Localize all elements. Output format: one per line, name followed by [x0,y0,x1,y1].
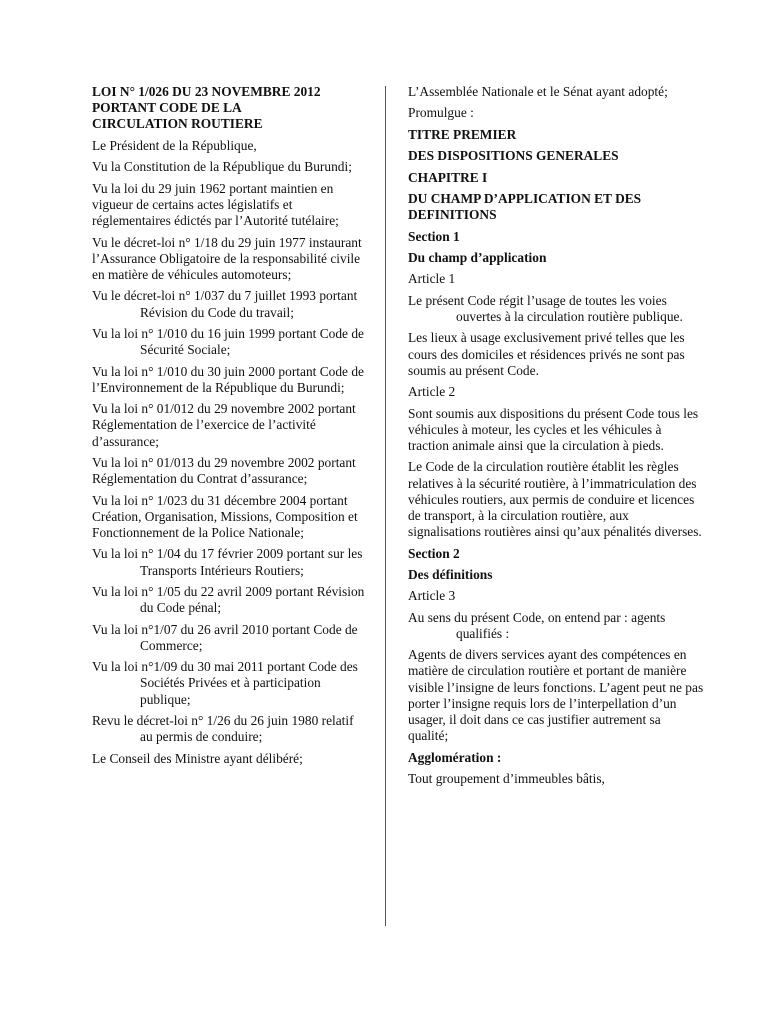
paragraph: Article 2 [408,384,456,400]
heading: Section 1 [408,228,460,244]
heading: Du champ d’application [408,249,547,265]
paragraph: Vu la loi n° 01/013 du 29 novembre 2002 portant Réglementation du Contrat d’assurance; [92,454,356,487]
paragraph: Vu la Constitution de la République du Burundi; [92,159,352,175]
paragraph: Le Président de la République, [92,138,257,153]
paragraph: Le Conseil des Ministre ayant délibéré; [92,750,303,766]
paragraph: Le présent Code régit l’usage de toutes les voies ouvertes à la circulation routière publique. [408,292,683,324]
law-title [92,84,366,132]
paragraph: L’Assemblée Nationale et le Sénat ayant adopté; [408,84,668,99]
heading: TITRE PREMIER [408,126,517,142]
paragraph: Revu le décret-loi n° 1/26 du 26 juin 1980 relatif au permis de conduire; [92,712,354,745]
left-column [92,84,366,772]
paragraph: Sont soumis aux dispositions du présent Code tous les véhicules à moteur, les cycles et les véhicules à traction animale ainsi que la circulation à pieds. [408,405,699,453]
paragraph: Vu le décret-loi n° 1/037 du 7 juillet 1993 portant Révision du Code du travail; [92,288,358,320]
paragraph: Vu la loi n° 01/012 du 29 novembre 2002 portant Réglementation de l’exercice de l’activité d’assurance; [92,401,356,449]
heading: Des définitions [408,566,493,582]
paragraph: Agents de divers services ayant des compétences en matière de circulation routière et portant de manière visible l’insigne de leurs fonctions. L’agent peut ne pas porter l’insigne requis lors de l’interpellation d’un usager, il doit dans ce cas justifier autrement sa qualité; [408,647,704,744]
paragraph: Vu la loi n° 1/010 du 16 juin 1999 portant Code de Sécurité Sociale; [92,325,364,358]
paragraph: Vu la loi n°1/07 du 26 avril 2010 portant Code de Commerce; [92,621,358,653]
paragraph: Vu la loi n° 1/010 du 30 juin 2000 portant Code de l’Environnement de la République du Burundi; [92,363,364,395]
heading: DES DISPOSITIONS GENERALES [408,148,619,164]
paragraph: Vu la loi n° 1/05 du 22 avril 2009 portant Révision du Code pénal; [92,583,365,616]
paragraph: Vu la loi n°1/09 du 30 mai 2011 portant Code des Sociétés Privées et à participation publique; [92,659,358,707]
paragraph: Vu le décret-loi n° 1/18 du 29 juin 1977 instaurant l’Assurance Obligatoire de la responsabilité civile en matière de véhicules automoteurs; [92,234,362,282]
paragraph: Au sens du présent Code, on entend par : agents qualifiés : [408,609,666,641]
column-divider [385,86,386,926]
title-line: CIRCULATION ROUTIERE [92,116,263,131]
right-column [408,84,704,792]
paragraph: Article 1 [408,271,456,287]
paragraph: Vu la loi n° 1/023 du 31 décembre 2004 portant Création, Organisation, Missions, Composition et Fonctionnement de la Police Nationale; [92,492,358,540]
paragraph: Promulgue : [408,105,474,121]
paragraph: Vu la loi n° 1/04 du 17 février 2009 portant sur les Transports Intérieurs Routiers; [92,546,363,578]
paragraph: Les lieux à usage exclusivement privé telles que les cours des domiciles et résidences privés ne sont pas soumis au présent Code. [408,330,685,378]
left-paragraphs [92,138,366,767]
title-line: PORTANT CODE DE LA [92,100,242,115]
title-line: LOI N° 1/026 DU 23 NOVEMBRE 2012 [92,84,321,99]
right-paragraphs [408,84,704,787]
heading: CHAPITRE I [408,169,488,185]
paragraph: Tout groupement d’immeubles bâtis, [408,771,605,787]
paragraph: Article 3 [408,588,456,604]
paragraph: Le Code de la circulation routière établit les règles relatives à la sécurité routière, à l’immatriculation des véhicules routiers, aux permis de conduire et licences de transport, à la circulation routière, aux signalisations routières ainsi qu’aux pénalités diverses. [408,459,702,540]
heading: DU CHAMP D’APPLICATION ET DES DEFINITIONS [408,190,642,223]
paragraph: Vu la loi du 29 juin 1962 portant maintien en vigueur de certains actes législatifs et réglementaires édictés par l’Autorité tutélaire; [92,180,339,229]
heading: Agglomération : [408,749,502,765]
heading: Section 2 [408,545,460,561]
